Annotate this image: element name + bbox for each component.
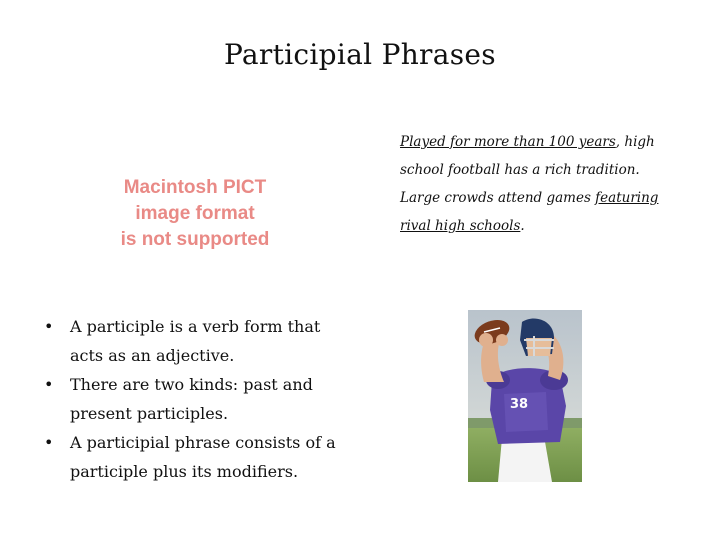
example-sentence-1 (400, 128, 675, 184)
svg-text:38: 38 (510, 397, 529, 412)
participial-phrase: featuring rival high schools (400, 190, 659, 234)
placeholder-line-2: image format (135, 203, 255, 224)
unsupported-image-placeholder (100, 175, 290, 253)
bullet-item: • A participle is a verb form that acts as an adjective. (44, 312, 344, 370)
example-sentence-2 (400, 184, 675, 240)
placeholder-line-3: is not supported (120, 229, 270, 250)
bullet-list (44, 312, 344, 486)
placeholder-line-1: Macintosh PICT (123, 177, 267, 198)
slide-title: Participial Phrases (224, 38, 496, 71)
football-player-photo (468, 310, 582, 482)
participial-phrase: Played for more than 100 years (400, 134, 616, 150)
sentence-rest: . (520, 218, 525, 234)
example-sentences (400, 128, 675, 240)
sentence-rest: , high school football has a rich tradition. (400, 134, 655, 178)
bullet-item: • A participial phrase consists of a participle plus its modifiers. (44, 428, 344, 486)
bullet-item: • There are two kinds: past and present participles. (44, 370, 344, 428)
sentence-lead: Large crowds attend games (400, 190, 596, 206)
